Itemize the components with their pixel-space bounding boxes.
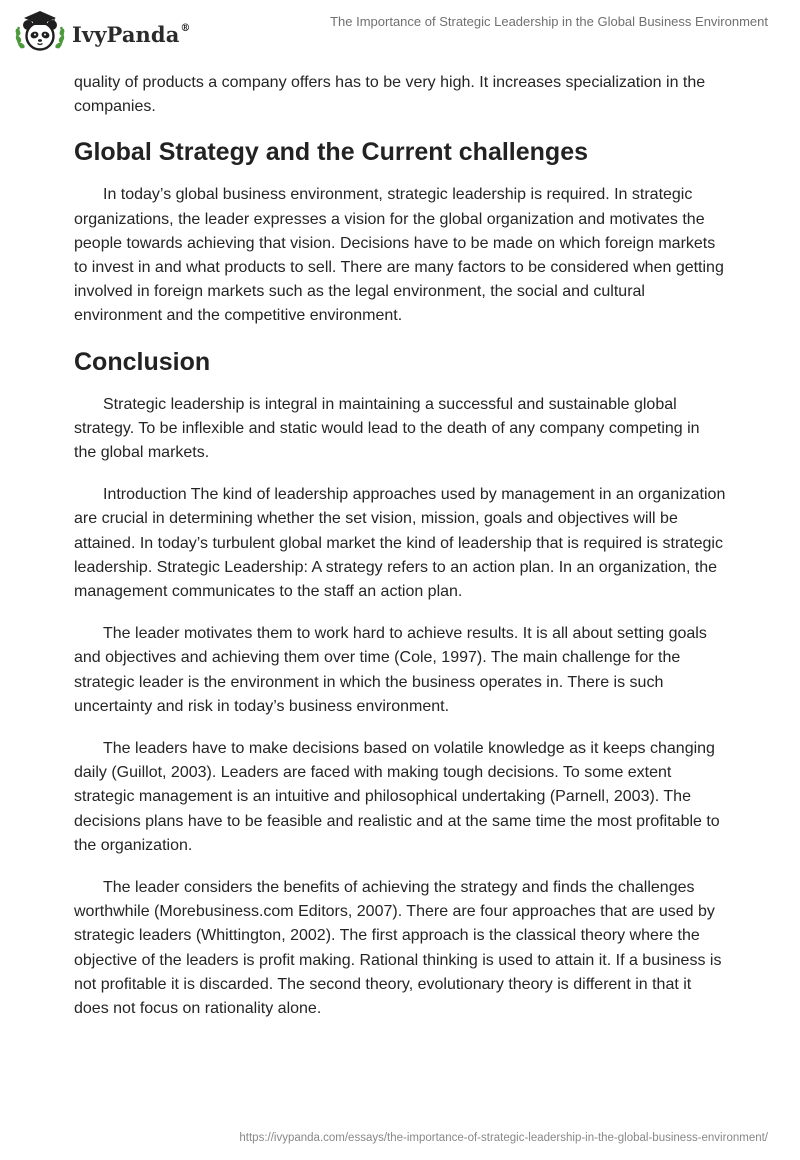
page-header <box>0 0 800 70</box>
paragraph: The leaders have to make decisions based on volatile knowledge as it keeps changing daily (Guillot, 2003). Leaders are faced with making tough decisions. To some extent strategic management is an intuitive and philosophical undertaking (Parnell, 2003). The decisions plans have to be feasible and realistic and at the same time the most profitable to the organization. <box>74 740 720 854</box>
panda-graduate-icon <box>14 8 66 58</box>
source-url[interactable]: https://ivypanda.com/essays/the-importance-of-strategic-leadership-in-the-global-business-environment/ <box>239 1132 768 1144</box>
paragraph: The leader considers the benefits of achieving the strategy and finds the challenges worthwhile (Morebusiness.com Editors, 2007). There are four approaches that are used by strategic leaders (Whittington, 2002). The first approach is the classical theory where the objective of the leaders is profit making. Rational thinking is used to attain it. If a business is not profitable it is discarded. The second theory, evolutionary theory is different in that it does not focus on rationality alone. <box>74 879 722 1018</box>
paragraph-continued: quality of products a company offers has to be very high. It increases specialization in the companies. <box>74 74 706 116</box>
logo-text: IvyPanda <box>72 21 180 47</box>
section-heading-conclusion: Conclusion <box>74 347 211 376</box>
essay-body <box>74 71 726 1039</box>
section-heading-global-strategy: Global Strategy and the Current challenges <box>74 138 589 167</box>
logo-wordmark <box>72 22 191 47</box>
registered-mark: ® <box>180 22 191 34</box>
paragraph: The leader motivates them to work hard to achieve results. It is all about setting goals and objectives and achieving them over time (Cole, 1997). The main challenge for the strategic leader is the environment in which the business operates in. There is such uncertainty and risk in today’s business environment. <box>74 625 707 715</box>
document-title: The Importance of Strategic Leadership in the Global Business Environment <box>330 14 768 29</box>
paragraph: Strategic leadership is integral in maintaining a successful and sustainable global strategy. To be inflexible and static would lead to the death of any company competing in the global markets. <box>74 395 700 462</box>
paragraph: In today’s global business environment, strategic leadership is required. In strategic organizations, the leader expresses a vision for the global organization and motivates the people towards achieving that vision. Decisions have to be made on which foreign markets to invest in and what products to sell. There are many factors to be considered when getting involved in foreign markets such as the legal environment, the social and cultural environment and the competitive environment. <box>74 186 724 325</box>
paragraph: Introduction The kind of leadership approaches used by management in an organization are crucial in determining whether the set vision, mission, goals and objectives will be attained. In today’s turbulent global market the kind of leadership that is required is strategic leadership. Strategic Leadership: A strategy refers to an action plan. In an organization, the management communicates to the staff an action plan. <box>74 486 726 601</box>
ivypanda-logo[interactable] <box>14 8 191 58</box>
